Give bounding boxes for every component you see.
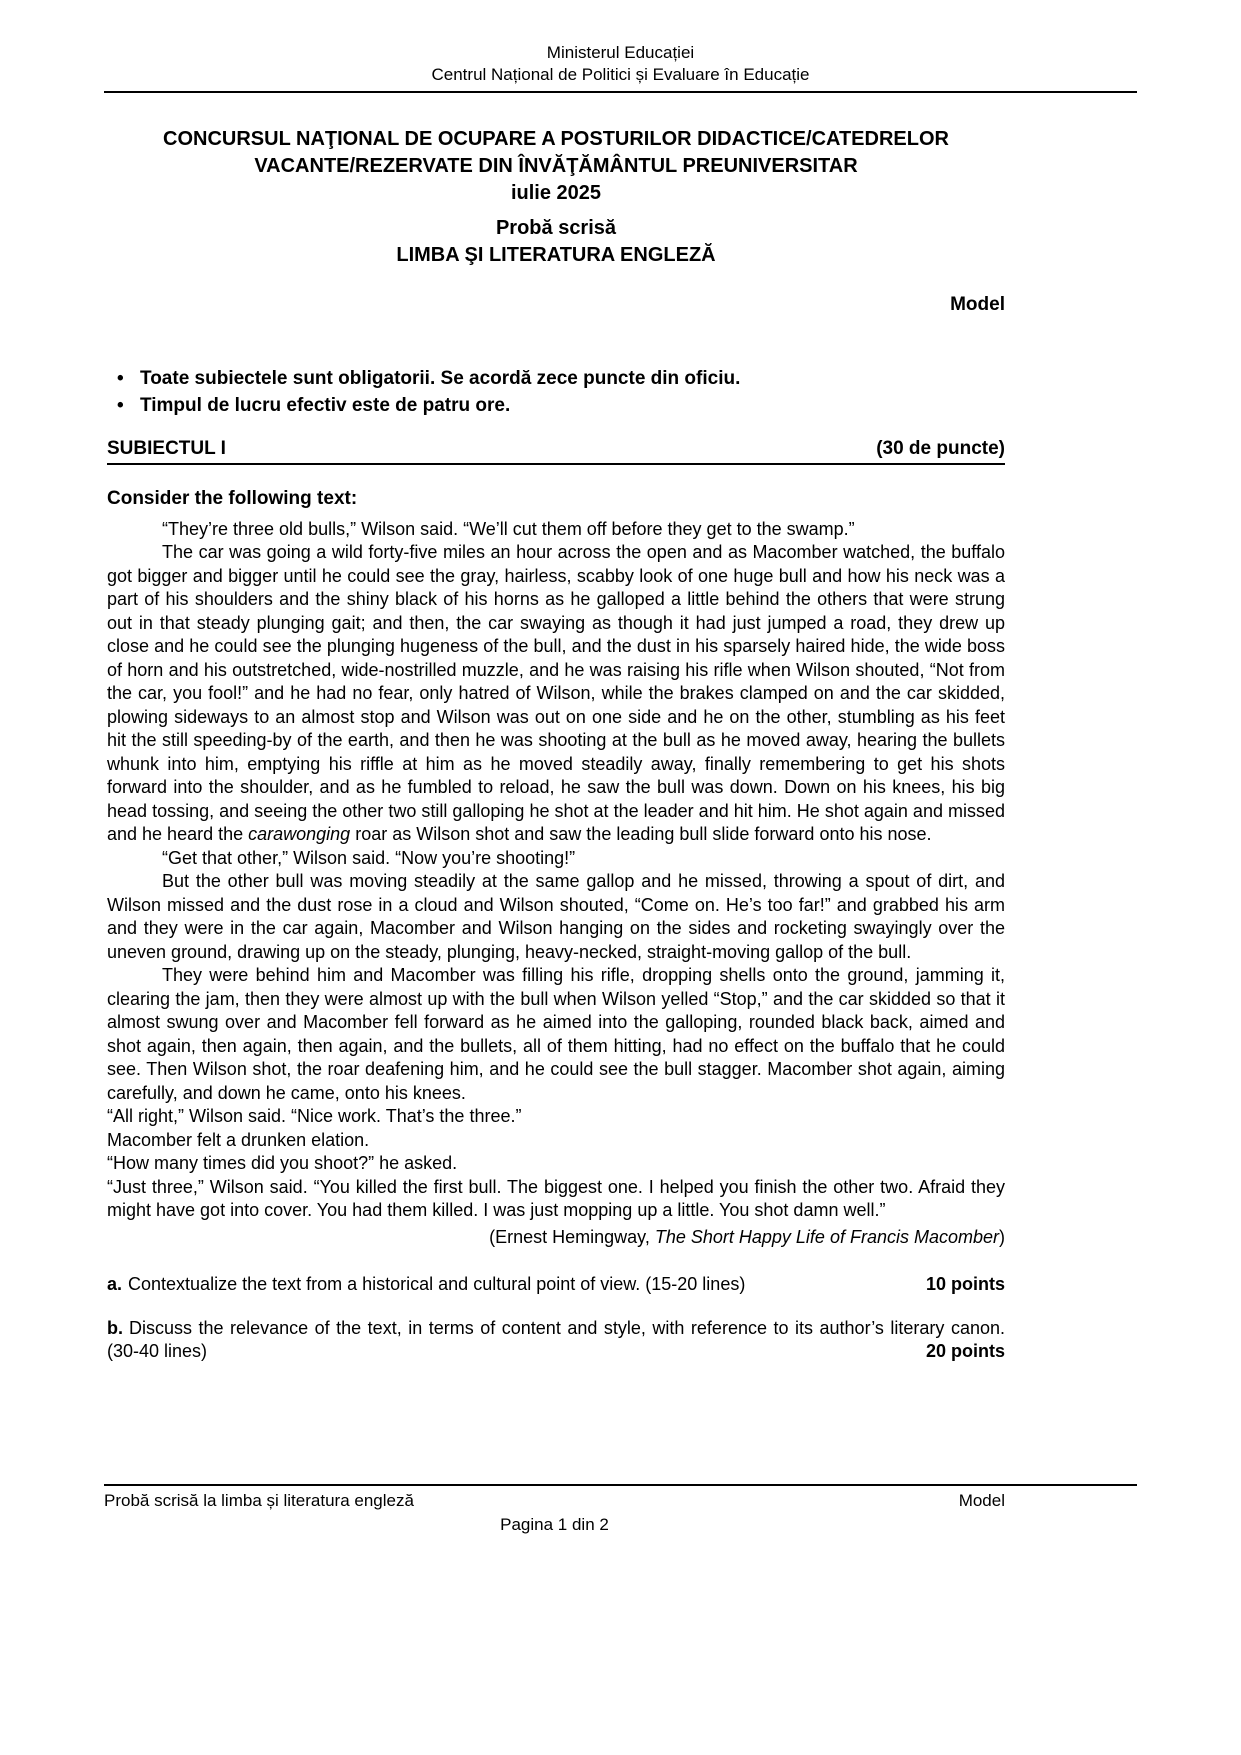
note-text: Toate subiectele sunt obligatorii. Se acordă zece puncte din oficiu. <box>140 367 741 389</box>
header-divider <box>104 91 1137 93</box>
question-a <box>107 1273 1005 1297</box>
ministry-line: Ministerul Educației <box>546 43 695 62</box>
question-b-text: Discuss the relevance of the text, in terms of content and style, with reference to its author’s literary canon. (30-40 lines) <box>107 1317 1005 1361</box>
question-a-label: a. <box>107 1274 123 1294</box>
general-notes <box>107 365 1005 419</box>
title-block <box>107 126 1005 269</box>
passage-paragraph-8: “How many times did you shoot?” he asked. <box>107 1153 458 1173</box>
footer-divider <box>104 1484 1137 1486</box>
document-footer <box>104 1484 1137 1536</box>
question-a-points: 10 points <box>925 1274 1005 1294</box>
passage-paragraph-2 <box>107 541 1005 847</box>
section-header <box>107 437 1005 466</box>
passage-paragraph-9: “Just three,” Wilson said. “You killed the first bull. The biggest one. I helped you finish the other two. Afraid they might have got into cover. You had them killed. I was just mopping up a little. You shot damn well.” <box>107 1176 1005 1220</box>
note-item <box>107 392 1005 419</box>
footer-exam-label: Probă scrisă la limba și literatura engleză <box>104 1491 414 1510</box>
passage-paragraph-4: But the other bull was moving steadily at the same gallop and he missed, throwing a spout of dirt, and Wilson missed and the dust rose in a cloud and Wilson shouted, “Come on. He’s too far!” and grabbed his arm and they were in the car again, Macomber and Wilson hanging on the sides and rocketing swayingly over the uneven ground, drawing up on the steady, plunging, heavy-necked, straight-moving gallop of the bull. <box>107 871 1005 962</box>
question-b-label: b. <box>107 1317 123 1338</box>
contest-title-line-2: VACANTE/REZERVATE DIN ÎNVĂŢĂMÂNTUL PREUNIVERSITAR <box>254 155 858 177</box>
source-attribution <box>107 1226 1005 1250</box>
question-b <box>107 1317 1005 1364</box>
exam-subject: LIMBA ŞI LITERATURA ENGLEZĂ <box>396 244 716 266</box>
passage-paragraph-7: Macomber felt a drunken elation. <box>107 1129 370 1150</box>
passage-paragraph-3: “Get that other,” Wilson said. “Now you’re shooting!” <box>162 847 576 868</box>
literary-passage <box>107 518 1005 1223</box>
work-title: The Short Happy Life of Francis Macomber <box>654 1226 999 1247</box>
section-title: SUBIECTUL I <box>107 437 226 459</box>
exam-type: Probă scrisă <box>495 217 617 239</box>
section-points: (30 de puncte) <box>876 437 1005 459</box>
footer-model-label: Model <box>958 1491 1005 1510</box>
italic-word: carawonging <box>248 824 351 844</box>
consider-label: Consider the following text: <box>107 488 358 509</box>
title-spacer <box>107 207 1005 215</box>
attribution-segment: (Ernest Hemingway, <box>489 1226 655 1247</box>
question-a-text: Contextualize the text from a historical and cultural point of view. (15-20 lines) <box>128 1274 746 1294</box>
note-text: Timpul de lucru efectiv este de patru ore. <box>140 394 511 416</box>
model-label: Model <box>950 294 1005 315</box>
document-body <box>107 118 1005 1364</box>
contest-date: iulie 2025 <box>510 182 602 204</box>
passage-paragraph-1: “They’re three old bulls,” Wilson said. “We’ll cut them off before they get to the swamp.” <box>162 518 855 539</box>
note-item <box>107 365 1005 392</box>
passage-paragraph-5: They were behind him and Macomber was filling his rifle, dropping shells onto the ground, jamming it, clearing the jam, then they were almost up with the bull when Wilson yelled “Stop,” and the car skidded so that it almost swung over and Macomber fell forward as he aimed into the galloping, rounded black back, aimed and shot again, then again, then again, and the bullets, all of them hitting, had no effect on the buffalo that he could see. Then Wilson shot, the roar deafening him, and he could see the bull stagger. Macomber shot again, aiming carefully, and down he came, onto his knees. <box>107 965 1005 1103</box>
paragraph-segment: The car was going a wild forty-five miles an hour across the open and as Macomber watched, the buffalo got bigger and bigger until he could see the gray, hairless, scabby look of one huge bull and how his neck was a part of his shoulders and the shiny black of his horns as he galloped a little behind the others that were strung out in that steady plunging gait; and then, the car swaying as though it had just jumped a road, they drew up close and he could see the plunging hugeness of the bull, and the dust in his sparsely haired hide, the wide boss of horn and his outstretched, wide-nostrilled muzzle, and he was raising his rifle when Wilson shouted, “Not from the car, you fool!” and he had no fear, only hatred of Wilson, while the brakes clamped on and the car skidded, plowing sideways to an almost stop and Wilson was out on one side and he on the other, stumbling as his feet hit the still speeding-by of the earth, and then he was shooting at the bull as he moved away, hearing the bullets whunk into him, emptying his riffle at him as he moved steadily away, finally remembering to get his shots forward into the shoulder, and as he fumbled to reload, he saw the bull was down. Down on his knees, his big head tossing, and seeing the other two still galloping he shot at the leader and hit him. He shot again and missed and he heard the <box>107 542 1005 844</box>
passage-paragraph-6: “All right,” Wilson said. “Nice work. That’s the three.” <box>107 1106 522 1126</box>
national-center-line: Centrul Național de Politici și Evaluare în Educație <box>431 65 810 84</box>
attribution-segment: ) <box>999 1226 1005 1247</box>
footer-page-number: Pagina 1 din 2 <box>500 1515 609 1534</box>
paragraph-segment: roar as Wilson shot and saw the leading bull slide forward onto his nose. <box>350 824 932 844</box>
question-b-points: 20 points <box>925 1341 1005 1361</box>
footer-row <box>104 1490 1005 1512</box>
document-header <box>104 42 1137 93</box>
contest-title-line-1: CONCURSUL NAŢIONAL DE OCUPARE A POSTURILOR DIDACTICE/CATEDRELOR <box>163 128 949 150</box>
